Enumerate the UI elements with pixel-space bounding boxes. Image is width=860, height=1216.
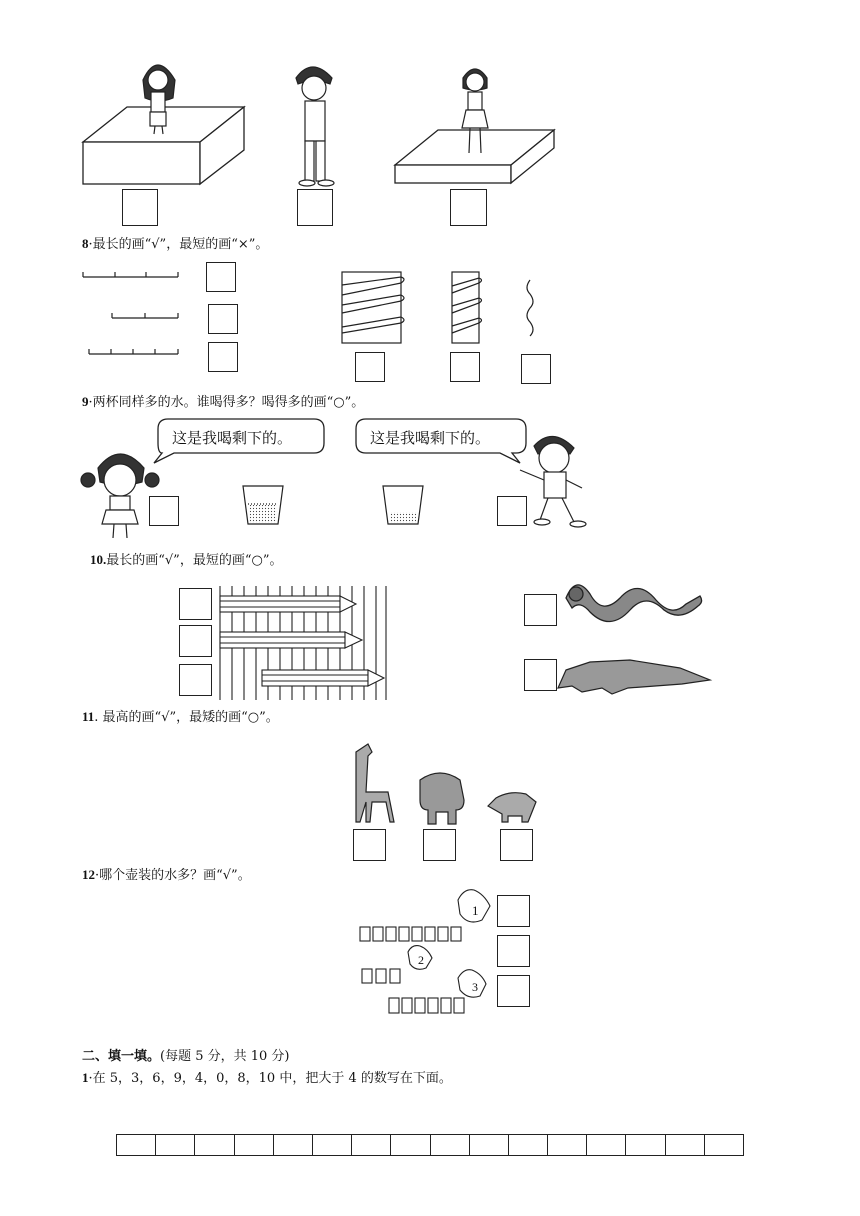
grid-cell[interactable] bbox=[391, 1135, 430, 1155]
question-10-text: 最长的画“√”，最短的画“○”。 bbox=[106, 553, 283, 568]
section-2-note: (每题 5 分，共 10 分) bbox=[160, 1049, 290, 1064]
grid-cell[interactable] bbox=[509, 1135, 548, 1155]
grid-cell[interactable] bbox=[195, 1135, 234, 1155]
question-12-number: 12 bbox=[82, 867, 95, 882]
section-2-title: 二、填一填。 bbox=[82, 1048, 161, 1063]
question-11-text: . 最高的画“√”，最矮的画“○”。 bbox=[94, 710, 279, 725]
grid-cell[interactable] bbox=[431, 1135, 470, 1155]
grid-cell[interactable] bbox=[235, 1135, 274, 1155]
grid-cell[interactable] bbox=[666, 1135, 705, 1155]
cup-row-1 bbox=[360, 927, 461, 941]
kettle-label-2: 2 bbox=[418, 953, 424, 967]
question-9-text: ·两杯同样多的水。谁喝得多？喝得多的画“○”。 bbox=[88, 395, 365, 410]
question-10-number: 10. bbox=[90, 552, 107, 567]
grid-cell[interactable] bbox=[470, 1135, 509, 1155]
fill-question-1 bbox=[82, 1070, 452, 1087]
answer-box-q12-kettle1[interactable] bbox=[497, 895, 530, 927]
grid-cell[interactable] bbox=[352, 1135, 391, 1155]
question-11-number: 11 bbox=[82, 709, 95, 724]
cup-row-2 bbox=[362, 969, 400, 983]
question-12-text: ·哪个壶装的水多？画“√”。 bbox=[95, 868, 251, 883]
question-8-number: 8 bbox=[82, 236, 89, 251]
speech-bubble-right-text: 这是我喝剩下的。 bbox=[370, 429, 491, 447]
kettle-label-3: 3 bbox=[472, 980, 478, 994]
grid-cell[interactable] bbox=[548, 1135, 587, 1155]
grid-cell[interactable] bbox=[117, 1135, 156, 1155]
speech-bubble-left-text: 这是我喝剩下的。 bbox=[172, 429, 293, 447]
grid-cell[interactable] bbox=[705, 1135, 743, 1155]
grid-cell[interactable] bbox=[274, 1135, 313, 1155]
grid-cell[interactable] bbox=[313, 1135, 352, 1155]
fill-question-1-text: ·在 5，3，6，9，4，0，8，10 中，把大于 4 的数写在下面。 bbox=[88, 1071, 452, 1086]
question-8-text: ·最长的画“√”，最短的画“×”。 bbox=[88, 237, 269, 252]
question-9-number: 9 bbox=[82, 394, 89, 409]
section-2-heading bbox=[82, 1048, 290, 1065]
answer-box-q12-kettle3[interactable] bbox=[497, 975, 530, 1007]
cup-row-3 bbox=[389, 998, 464, 1013]
fill-question-1-number: 1 bbox=[82, 1070, 89, 1085]
grid-cell[interactable] bbox=[626, 1135, 665, 1155]
answer-grid[interactable] bbox=[116, 1134, 744, 1156]
kettle-label-1: 1 bbox=[472, 903, 479, 918]
grid-cell[interactable] bbox=[156, 1135, 195, 1155]
answer-box-q12-kettle2[interactable] bbox=[497, 935, 530, 967]
grid-cell[interactable] bbox=[587, 1135, 626, 1155]
